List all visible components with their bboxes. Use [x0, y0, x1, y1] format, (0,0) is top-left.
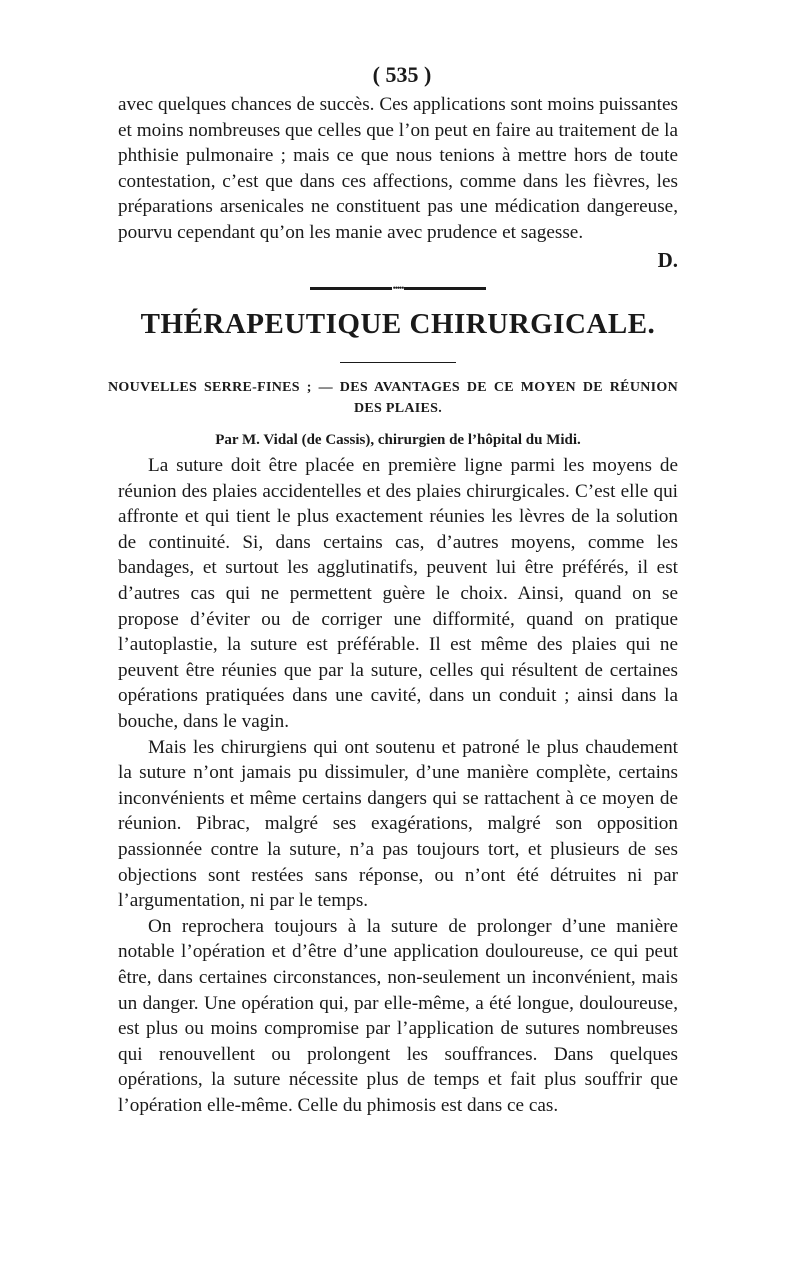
article-paragraph: Mais les chirurgiens qui ont soutenu et patroné le plus chaudement la suture n’ont jamais pu dissimuler, d’une manière complète, certains inconvénients et même certains dangers qui se rattachent à ce moyen de réunion. Pibrac, malgré ses exagérations, malgré son opposition passionnée contre la suture, n’a pas toujours tort, et plusieurs de ses objections sont restées sans réponse, ou n’ont été détruites ni par l’argumentation, ni par le temps.	[118, 736, 678, 912]
ornament-line-right	[404, 287, 486, 290]
section-ornament	[118, 278, 678, 300]
book-page	[108, 58, 678, 1119]
article-paragraph: La suture doit être placée en première ligne parmi les moyens de réunion des plaies accidentelles et des plaies chirurgicales. C’est elle qui affronte et qui tient le plus exactement réunies les lèvres de la solution de continuité. Si, dans certains cas, d’autres moyens, comme les bandages, et surtout les agglutinatifs, peuvent lui être préférés, il est d’autres cas qui ne permettent guère le choix. Ainsi, quand on se propose d’éviter ou de corriger une difformité, quand on pratique l’autoplastie, la suture est préférable. Il est même des plaies qui ne peuvent être réunies que par la suture, celles qui résultent de certaines opérations pratiquées dans une cavité, dans un conduit ; ainsi dans la bouche, dans le vagin.	[118, 455, 678, 732]
article-byline: Par M. Vidal (de Cassis), chirurgien de l’hôpital du Midi.	[215, 432, 581, 449]
author-signature: D.	[657, 247, 678, 272]
title-divider	[340, 362, 456, 364]
page-number: ( 535 )	[372, 62, 432, 87]
ornament-dots: •••••	[392, 283, 404, 294]
article-title-line-1: NOUVELLES SERRE-FINES ; — DES AVANTAGES DE CE MOYEN DE RÉUNION	[108, 380, 678, 396]
article-title-line-2: DES PLAIES.	[353, 401, 443, 417]
ornament-line-left	[310, 287, 392, 290]
section-title: THÉRAPEUTIQUE CHIRURGICALE.	[140, 307, 656, 340]
intro-paragraph: avec quelques chances de succès. Ces applications sont moins puissantes et moins nombreuses que celles que l’on peut en faire au traitement de la phthisie pulmonaire ; mais ce que nous tenions à mettre hors de toute contestation, c’est que dans ces affections, comme dans les fièvres, les préparations arsenicales ne constituent pas une médication dangereuse, pourvu cependant qu’on les manie avec prudence et sagesse.	[118, 94, 678, 243]
article-paragraph: On reprochera toujours à la suture de prolonger d’une manière notable l’opération et d’être d’une application douloureuse, ce qui peut être, dans certaines circonstances, non-seulement un inconvénient, mais un danger. Une opération qui, par elle-même, a été longue, douloureuse, est plus ou moins compromise par l’application de sutures nombreuses qui renouvellent ou prolongent les souffrances. Dans quelques opérations, la suture nécessite plus de temps et fait plus souffrir que l’opération elle-même. Celle du phimosis est dans ce cas.	[118, 915, 678, 1116]
